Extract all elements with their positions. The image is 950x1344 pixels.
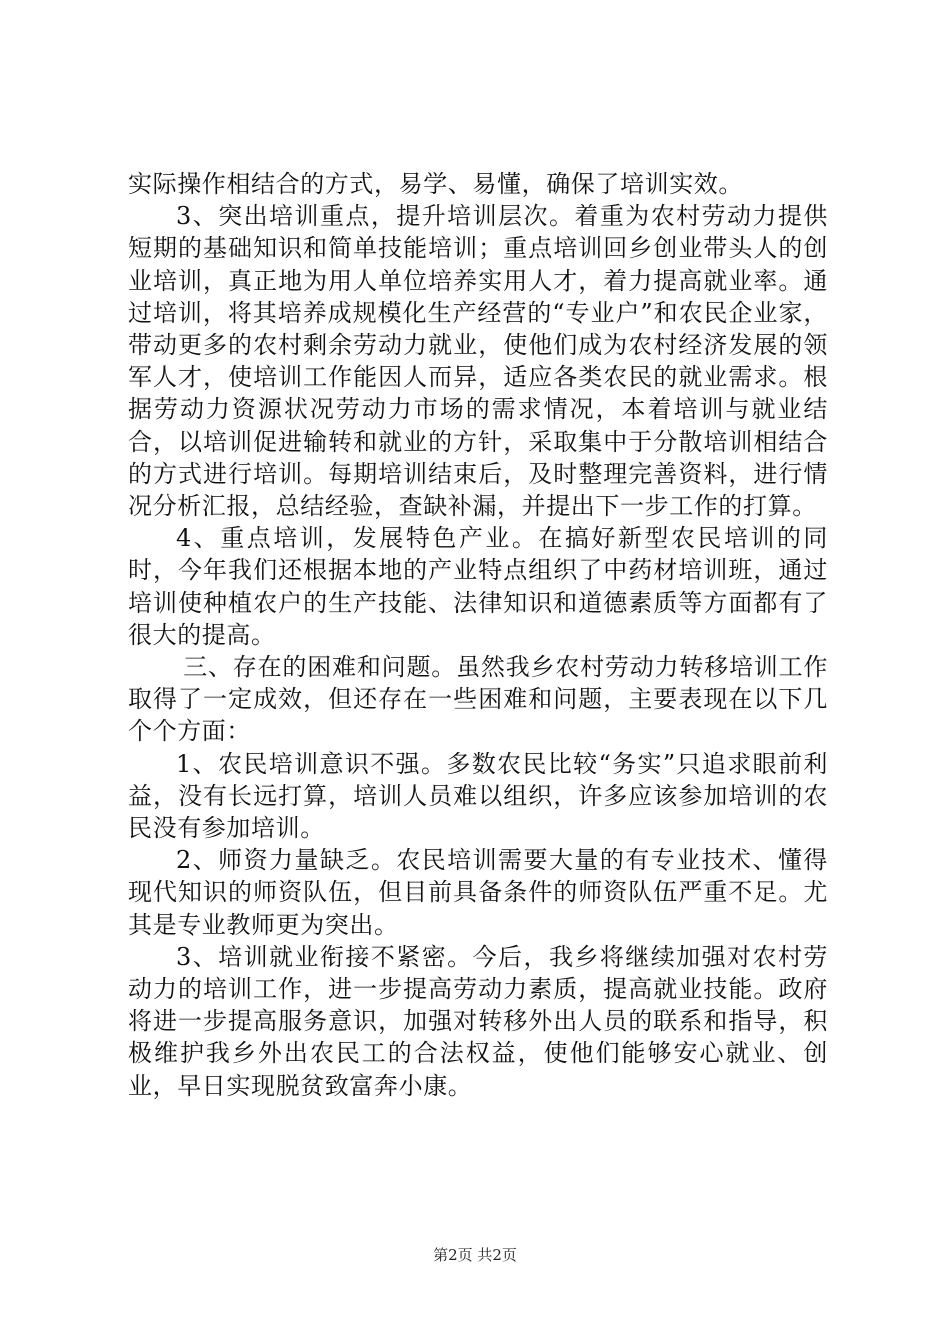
- paragraph-problem-2: 2、师资力量缺乏。农民培训需要大量的有专业技术、懂得现代知识的师资队伍，但目前具备条件的师资队伍严重不足。尤其是专业教师更为突出。: [128, 846, 828, 939]
- paragraph-problem-3: 3、培训就业衔接不紧密。今后，我乡将继续加强对农村劳动力的培训工作，进一步提高劳动力素质，提高就业技能。政府将进一步提高服务意识，加强对转移外出人员的联系和指导，积极维护我乡外出农民工的合法权益，使他们能够安心就业、创业，早日实现脱贫致富奔小康。: [128, 942, 828, 1100]
- paragraph-continuation: 实际操作相结合的方式，易学、易懂，确保了培训实效。: [128, 170, 743, 198]
- page-number-label: 第2页 共2页: [433, 1246, 517, 1264]
- paragraph-section-3-problems: 三、存在的困难和问题。虽然我乡农村劳动力转移培训工作取得了一定成效，但还存在一些困难和问题，主要表现在以下几个个方面：: [128, 653, 828, 746]
- paragraph-item-3-training-focus: 3、突出培训重点，提升培训层次。着重为农村劳动力提供短期的基础知识和简单技能培训；重点培训回乡创业带头人的创业培训，真正地为用人单位培养实用人才，着力提高就业率。通过培训，将其培养成规模化生产经营的“专业户”和农民企业家，带动更多的农村剩余劳动力就业，使他们成为农村经济发展的领军人才，使培训工作能因人而异，适应各类农民的就业需求。根据劳动力资源状况劳动力市场的需求情况，本着培训与就业结合，以培训促进输转和就业的方针，采取集中于分散培训相结合的方式进行培训。每期培训结束后，及时整理完善资料，进行情况分析汇报，总结经验，查缺补漏，并提出下一步工作的打算。: [128, 202, 828, 521]
- paragraph-item-4-special-industry: 4、重点培训，发展特色产业。在搞好新型农民培训的同时，今年我们还根据本地的产业特点组织了中药材培训班，通过培训使种植农户的生产技能、法律知识和道德素质等方面都有了很大的提高。: [128, 524, 828, 649]
- page-footer: [0, 1245, 950, 1265]
- document-body: [128, 168, 828, 1102]
- paragraph-problem-1: 1、农民培训意识不强。多数农民比较“务实”只追求眼前利益，没有长远打算，培训人员难以组织，许多应该参加培训的农民没有参加培训。: [128, 749, 828, 843]
